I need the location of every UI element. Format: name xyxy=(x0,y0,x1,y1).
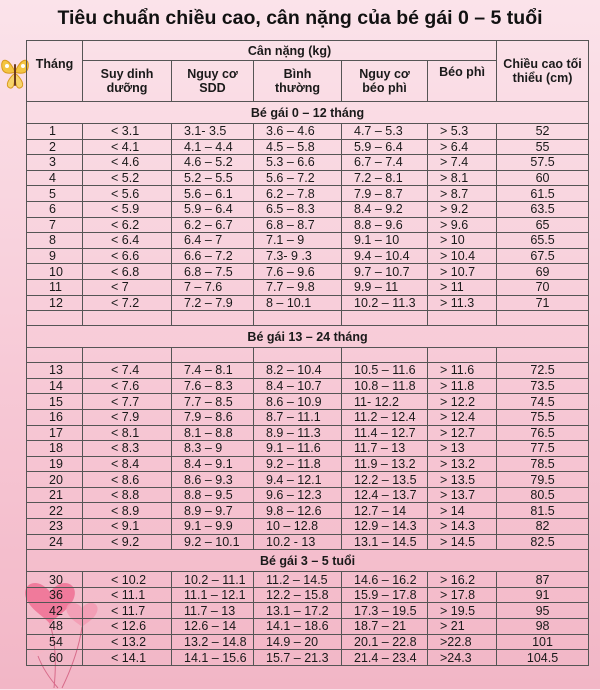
table-cell: < 6.2 xyxy=(83,217,172,233)
table-cell: > 14 xyxy=(428,503,497,519)
table-cell: 78.5 xyxy=(497,456,589,472)
table-cell: 7 xyxy=(27,217,83,233)
table-cell: 52 xyxy=(497,124,589,140)
page-title: Tiêu chuẩn chiều cao, cân nặng của bé gái 0 – 5 tuổi xyxy=(57,7,543,29)
table-cell: 23 xyxy=(27,519,83,535)
table-row xyxy=(27,233,589,249)
table-cell: 8.7 – 11.1 xyxy=(254,409,342,425)
table-row xyxy=(27,279,589,295)
table-cell: > 11.6 xyxy=(428,363,497,379)
table-cell: 36 xyxy=(27,587,83,603)
table-cell: 14.6 – 16.2 xyxy=(342,572,428,588)
table-cell: > 21 xyxy=(428,619,497,635)
table-cell: 80.5 xyxy=(497,487,589,503)
table-cell: 7.7 – 9.8 xyxy=(254,279,342,295)
section-label: Bé gái 13 – 24 tháng xyxy=(27,326,589,348)
table-cell: 12 xyxy=(27,295,83,311)
table-cell: 12.4 – 13.7 xyxy=(342,487,428,503)
spacer-cell xyxy=(497,348,589,363)
table-cell: 9.4 – 12.1 xyxy=(254,472,342,488)
table-cell: 8.8 – 9.6 xyxy=(342,217,428,233)
table-cell: 12.2 – 13.5 xyxy=(342,472,428,488)
table-row xyxy=(27,409,589,425)
table-row xyxy=(27,186,589,202)
table-cell: 4.7 – 5.3 xyxy=(342,124,428,140)
table-cell: 5.9 – 6.4 xyxy=(342,139,428,155)
table-cell: > 13.2 xyxy=(428,456,497,472)
section-row xyxy=(27,102,589,124)
table-cell: < 8.6 xyxy=(83,472,172,488)
table-cell: 11.4 – 12.7 xyxy=(342,425,428,441)
table-cell: 9.7 – 10.7 xyxy=(342,264,428,280)
table-cell: 71 xyxy=(497,295,589,311)
table-cell: 11.9 – 13.2 xyxy=(342,456,428,472)
table-cell: 1 xyxy=(27,124,83,140)
header-normal: Bình thường xyxy=(254,61,342,102)
table-cell: > 12.4 xyxy=(428,409,497,425)
table-cell: 11- 12.2 xyxy=(342,394,428,410)
table-cell: 14.9 – 20 xyxy=(254,634,342,650)
table-cell: 82 xyxy=(497,519,589,535)
table-cell: 69 xyxy=(497,264,589,280)
table-cell: 19 xyxy=(27,456,83,472)
table-row xyxy=(27,295,589,311)
table-cell: 8.6 – 10.9 xyxy=(254,394,342,410)
spacer-cell xyxy=(27,311,83,326)
table-row xyxy=(27,650,589,666)
table-cell: 12.9 – 14.3 xyxy=(342,519,428,535)
table-row xyxy=(27,534,589,550)
header-obesity-risk: Nguy cơ béo phì xyxy=(342,61,428,102)
table-cell: 8.4 – 10.7 xyxy=(254,378,342,394)
table-cell: 42 xyxy=(27,603,83,619)
spacer-cell xyxy=(83,311,172,326)
table-cell: 101 xyxy=(497,634,589,650)
section-row xyxy=(27,326,589,348)
table-cell: 21 xyxy=(27,487,83,503)
table-cell: 18 xyxy=(27,441,83,457)
table-cell: 15.9 – 17.8 xyxy=(342,587,428,603)
table-cell: 5.2 – 5.5 xyxy=(172,170,254,186)
table-cell: < 5.2 xyxy=(83,170,172,186)
table-cell: > 10.7 xyxy=(428,264,497,280)
table-cell: 104.5 xyxy=(497,650,589,666)
table-cell: 7.2 – 7.9 xyxy=(172,295,254,311)
table-cell: 8.1 – 8.8 xyxy=(172,425,254,441)
table-cell: < 6.8 xyxy=(83,264,172,280)
table-cell: 54 xyxy=(27,634,83,650)
table-cell: < 7 xyxy=(83,279,172,295)
table-cell: 76.5 xyxy=(497,425,589,441)
table-cell: 60 xyxy=(497,170,589,186)
table-cell: 7.4 – 8.1 xyxy=(172,363,254,379)
table-cell: 21.4 – 23.4 xyxy=(342,650,428,666)
table-cell: 8.2 – 10.4 xyxy=(254,363,342,379)
table-cell: < 8.3 xyxy=(83,441,172,457)
table-row xyxy=(27,139,589,155)
table-cell: 8.9 – 9.7 xyxy=(172,503,254,519)
table-cell: 5.6 – 7.2 xyxy=(254,170,342,186)
table-cell: 67.5 xyxy=(497,248,589,264)
table-cell: < 14.1 xyxy=(83,650,172,666)
table-cell: 7.3- 9 .3 xyxy=(254,248,342,264)
table-cell: 11.7 – 13 xyxy=(342,441,428,457)
table-cell: 79.5 xyxy=(497,472,589,488)
table-cell: 13.1 – 17.2 xyxy=(254,603,342,619)
table-cell: 22 xyxy=(27,503,83,519)
header-malnutrition: Suy dinh dưỡng xyxy=(83,61,172,102)
table-cell: 10.2 – 11.1 xyxy=(172,572,254,588)
table-cell: 73.5 xyxy=(497,378,589,394)
table-cell: < 6.6 xyxy=(83,248,172,264)
table-cell: 11.2 – 14.5 xyxy=(254,572,342,588)
table-cell: > 12.7 xyxy=(428,425,497,441)
table-cell: 9.2 – 10.1 xyxy=(172,534,254,550)
table-cell: 9.8 – 12.6 xyxy=(254,503,342,519)
table-cell: 57.5 xyxy=(497,155,589,171)
table-cell: 11.7 – 13 xyxy=(172,603,254,619)
table-cell: 74.5 xyxy=(497,394,589,410)
table-cell: 9.6 – 12.3 xyxy=(254,487,342,503)
table-cell: 7.6 – 8.3 xyxy=(172,378,254,394)
section-row xyxy=(27,550,589,572)
table-cell: > 11.8 xyxy=(428,378,497,394)
table-cell: 6.8 – 8.7 xyxy=(254,217,342,233)
table-cell: 6.6 – 7.2 xyxy=(172,248,254,264)
table-cell: > 13.7 xyxy=(428,487,497,503)
table-row xyxy=(27,155,589,171)
header-min-height: Chiều cao tối thiểu (cm) xyxy=(497,41,589,102)
table-cell: 48 xyxy=(27,619,83,635)
table-row xyxy=(27,124,589,140)
table-cell: 70 xyxy=(497,279,589,295)
table-cell: 72.5 xyxy=(497,363,589,379)
table-row xyxy=(27,394,589,410)
table-cell: 15.7 – 21.3 xyxy=(254,650,342,666)
table-cell: 17 xyxy=(27,425,83,441)
table-cell: 14 xyxy=(27,378,83,394)
table-cell: > 8.7 xyxy=(428,186,497,202)
table-cell: 5.6 – 6.1 xyxy=(172,186,254,202)
table-cell: 14.1 – 18.6 xyxy=(254,619,342,635)
table-cell: > 9.6 xyxy=(428,217,497,233)
table-cell: < 9.1 xyxy=(83,519,172,535)
table-cell: 9.9 – 11 xyxy=(342,279,428,295)
table-row xyxy=(27,248,589,264)
table-cell: 4.1 – 4.4 xyxy=(172,139,254,155)
table-cell: 7.9 – 8.7 xyxy=(342,186,428,202)
table-row xyxy=(27,217,589,233)
table-cell: > 11.3 xyxy=(428,295,497,311)
table-cell: < 8.9 xyxy=(83,503,172,519)
table-cell: 16 xyxy=(27,409,83,425)
table-cell: 6.8 – 7.5 xyxy=(172,264,254,280)
header-weight: Cân nặng (kg) xyxy=(83,41,497,61)
table-cell: < 7.2 xyxy=(83,295,172,311)
table-cell: 81.5 xyxy=(497,503,589,519)
table-cell: > 5.3 xyxy=(428,124,497,140)
table-cell: 82.5 xyxy=(497,534,589,550)
table-cell: 11.1 – 12.1 xyxy=(172,587,254,603)
table-row xyxy=(27,456,589,472)
table-cell: 30 xyxy=(27,572,83,588)
spacer-row xyxy=(27,348,589,363)
table-row xyxy=(27,503,589,519)
spacer-cell xyxy=(428,311,497,326)
table-cell: < 9.2 xyxy=(83,534,172,550)
table-cell: 20 xyxy=(27,472,83,488)
table-cell: > 17.8 xyxy=(428,587,497,603)
table-cell: 6.4 – 7 xyxy=(172,233,254,249)
table-cell: 8.4 – 9.1 xyxy=(172,456,254,472)
table-cell: 4 xyxy=(27,170,83,186)
table-cell: > 6.4 xyxy=(428,139,497,155)
table-row xyxy=(27,487,589,503)
table-cell: > 10 xyxy=(428,233,497,249)
table-cell: 20.1 – 22.8 xyxy=(342,634,428,650)
table-cell: 9.1 – 9.9 xyxy=(172,519,254,535)
table-cell: 8.9 – 11.3 xyxy=(254,425,342,441)
table-row xyxy=(27,201,589,217)
table-cell: 87 xyxy=(497,572,589,588)
table-body xyxy=(27,102,589,666)
table-cell: < 10.2 xyxy=(83,572,172,588)
table-cell: 12.6 – 14 xyxy=(172,619,254,635)
table-cell: >24.3 xyxy=(428,650,497,666)
table-row xyxy=(27,264,589,280)
table-cell: 65.5 xyxy=(497,233,589,249)
table-cell: 95 xyxy=(497,603,589,619)
table-cell: < 8.1 xyxy=(83,425,172,441)
table-cell: 17.3 – 19.5 xyxy=(342,603,428,619)
table-cell: 8.4 – 9.2 xyxy=(342,201,428,217)
table-cell: 63.5 xyxy=(497,201,589,217)
table-row xyxy=(27,619,589,635)
table-cell: 8.6 – 9.3 xyxy=(172,472,254,488)
table-cell: < 7.7 xyxy=(83,394,172,410)
spacer-cell xyxy=(172,311,254,326)
table-cell: 77.5 xyxy=(497,441,589,457)
spacer-cell xyxy=(342,311,428,326)
table-cell: > 12.2 xyxy=(428,394,497,410)
table-cell: < 11.1 xyxy=(83,587,172,603)
header-month: Tháng xyxy=(27,41,83,102)
table-cell: 11 xyxy=(27,279,83,295)
table-cell: 10.8 – 11.8 xyxy=(342,378,428,394)
table-cell: 10.5 – 11.6 xyxy=(342,363,428,379)
table-row xyxy=(27,425,589,441)
table-cell: 9.1 – 10 xyxy=(342,233,428,249)
header-obesity: Béo phì xyxy=(428,61,497,102)
table-cell: < 4.1 xyxy=(83,139,172,155)
spacer-cell xyxy=(342,348,428,363)
table-cell: < 7.4 xyxy=(83,363,172,379)
table-row xyxy=(27,363,589,379)
table-cell: 5.3 – 6.6 xyxy=(254,155,342,171)
table-cell: < 3.1 xyxy=(83,124,172,140)
table-row xyxy=(27,378,589,394)
table-cell: 75.5 xyxy=(497,409,589,425)
table-cell: 12.2 – 15.8 xyxy=(254,587,342,603)
table-cell: 24 xyxy=(27,534,83,550)
table-cell: 7.2 – 8.1 xyxy=(342,170,428,186)
table-cell: > 11 xyxy=(428,279,497,295)
spacer-cell xyxy=(172,348,254,363)
table-cell: 14.1 – 15.6 xyxy=(172,650,254,666)
table-row xyxy=(27,587,589,603)
growth-standards-table xyxy=(26,40,589,666)
table-cell: 10.2 - 13 xyxy=(254,534,342,550)
table-cell: 3 xyxy=(27,155,83,171)
table-cell: 7 – 7.6 xyxy=(172,279,254,295)
table-cell: < 11.7 xyxy=(83,603,172,619)
table-cell: > 14.5 xyxy=(428,534,497,550)
table-cell: < 13.2 xyxy=(83,634,172,650)
table-cell: 8 – 10.1 xyxy=(254,295,342,311)
table-cell: 7.9 – 8.6 xyxy=(172,409,254,425)
table-cell: 13.1 – 14.5 xyxy=(342,534,428,550)
table-cell: 6 xyxy=(27,201,83,217)
spacer-cell xyxy=(254,311,342,326)
spacer-row xyxy=(27,311,589,326)
table-cell: < 6.4 xyxy=(83,233,172,249)
table-cell: 6.2 – 7.8 xyxy=(254,186,342,202)
table-cell: 7.1 – 9 xyxy=(254,233,342,249)
table-cell: 9 xyxy=(27,248,83,264)
table-cell: 11.2 – 12.4 xyxy=(342,409,428,425)
section-label: Bé gái 0 – 12 tháng xyxy=(27,102,589,124)
table-cell: > 19.5 xyxy=(428,603,497,619)
table-cell: > 13 xyxy=(428,441,497,457)
table-cell: 55 xyxy=(497,139,589,155)
table-cell: 9.2 – 11.8 xyxy=(254,456,342,472)
table-cell: 8 xyxy=(27,233,83,249)
spacer-cell xyxy=(497,311,589,326)
table-cell: 91 xyxy=(497,587,589,603)
table-cell: 3.1- 3.5 xyxy=(172,124,254,140)
table-cell: 10 xyxy=(27,264,83,280)
table-cell: < 7.9 xyxy=(83,409,172,425)
table-cell: 7.7 – 8.5 xyxy=(172,394,254,410)
table-cell: < 5.9 xyxy=(83,201,172,217)
header-malnutrition-risk: Nguy cơ SDD xyxy=(172,61,254,102)
spacer-cell xyxy=(83,348,172,363)
table-cell: < 8.8 xyxy=(83,487,172,503)
table-cell: 65 xyxy=(497,217,589,233)
table-cell: < 5.6 xyxy=(83,186,172,202)
table-cell: 12.7 – 14 xyxy=(342,503,428,519)
table-row xyxy=(27,519,589,535)
table-row xyxy=(27,441,589,457)
spacer-cell xyxy=(254,348,342,363)
table-cell: > 16.2 xyxy=(428,572,497,588)
table-cell: 5.9 – 6.4 xyxy=(172,201,254,217)
table-cell: 60 xyxy=(27,650,83,666)
table-cell: < 7.6 xyxy=(83,378,172,394)
table-cell: 4.6 – 5.2 xyxy=(172,155,254,171)
table-cell: 10 – 12.8 xyxy=(254,519,342,535)
table-cell: > 7.4 xyxy=(428,155,497,171)
table-cell: 13 xyxy=(27,363,83,379)
table-cell: > 10.4 xyxy=(428,248,497,264)
table-cell: 6.5 – 8.3 xyxy=(254,201,342,217)
table-cell: 98 xyxy=(497,619,589,635)
table-cell: 8.8 – 9.5 xyxy=(172,487,254,503)
table-cell: > 8.1 xyxy=(428,170,497,186)
table-cell: < 4.6 xyxy=(83,155,172,171)
table-cell: 18.7 – 21 xyxy=(342,619,428,635)
table-cell: 15 xyxy=(27,394,83,410)
table-cell: 7.6 – 9.6 xyxy=(254,264,342,280)
table-cell: 6.7 – 7.4 xyxy=(342,155,428,171)
section-label: Bé gái 3 – 5 tuổi xyxy=(27,550,589,572)
table-cell: 3.6 – 4.6 xyxy=(254,124,342,140)
table-cell: 10.2 – 11.3 xyxy=(342,295,428,311)
spacer-cell xyxy=(27,348,83,363)
table-cell: 5 xyxy=(27,186,83,202)
table-row xyxy=(27,170,589,186)
table-cell: >22.8 xyxy=(428,634,497,650)
table-cell: 4.5 – 5.8 xyxy=(254,139,342,155)
table-cell: > 14.3 xyxy=(428,519,497,535)
table-row xyxy=(27,603,589,619)
table-cell: 8.3 – 9 xyxy=(172,441,254,457)
table-row xyxy=(27,472,589,488)
table-cell: < 12.6 xyxy=(83,619,172,635)
table-cell: 9.1 – 11.6 xyxy=(254,441,342,457)
table-cell: < 8.4 xyxy=(83,456,172,472)
table-row xyxy=(27,634,589,650)
table-row xyxy=(27,572,589,588)
spacer-cell xyxy=(428,348,497,363)
table-cell: > 13.5 xyxy=(428,472,497,488)
table-cell: 2 xyxy=(27,139,83,155)
table-cell: 6.2 – 6.7 xyxy=(172,217,254,233)
table-cell: > 9.2 xyxy=(428,201,497,217)
table-cell: 9.4 – 10.4 xyxy=(342,248,428,264)
table-cell: 61.5 xyxy=(497,186,589,202)
table-cell: 13.2 – 14.8 xyxy=(172,634,254,650)
